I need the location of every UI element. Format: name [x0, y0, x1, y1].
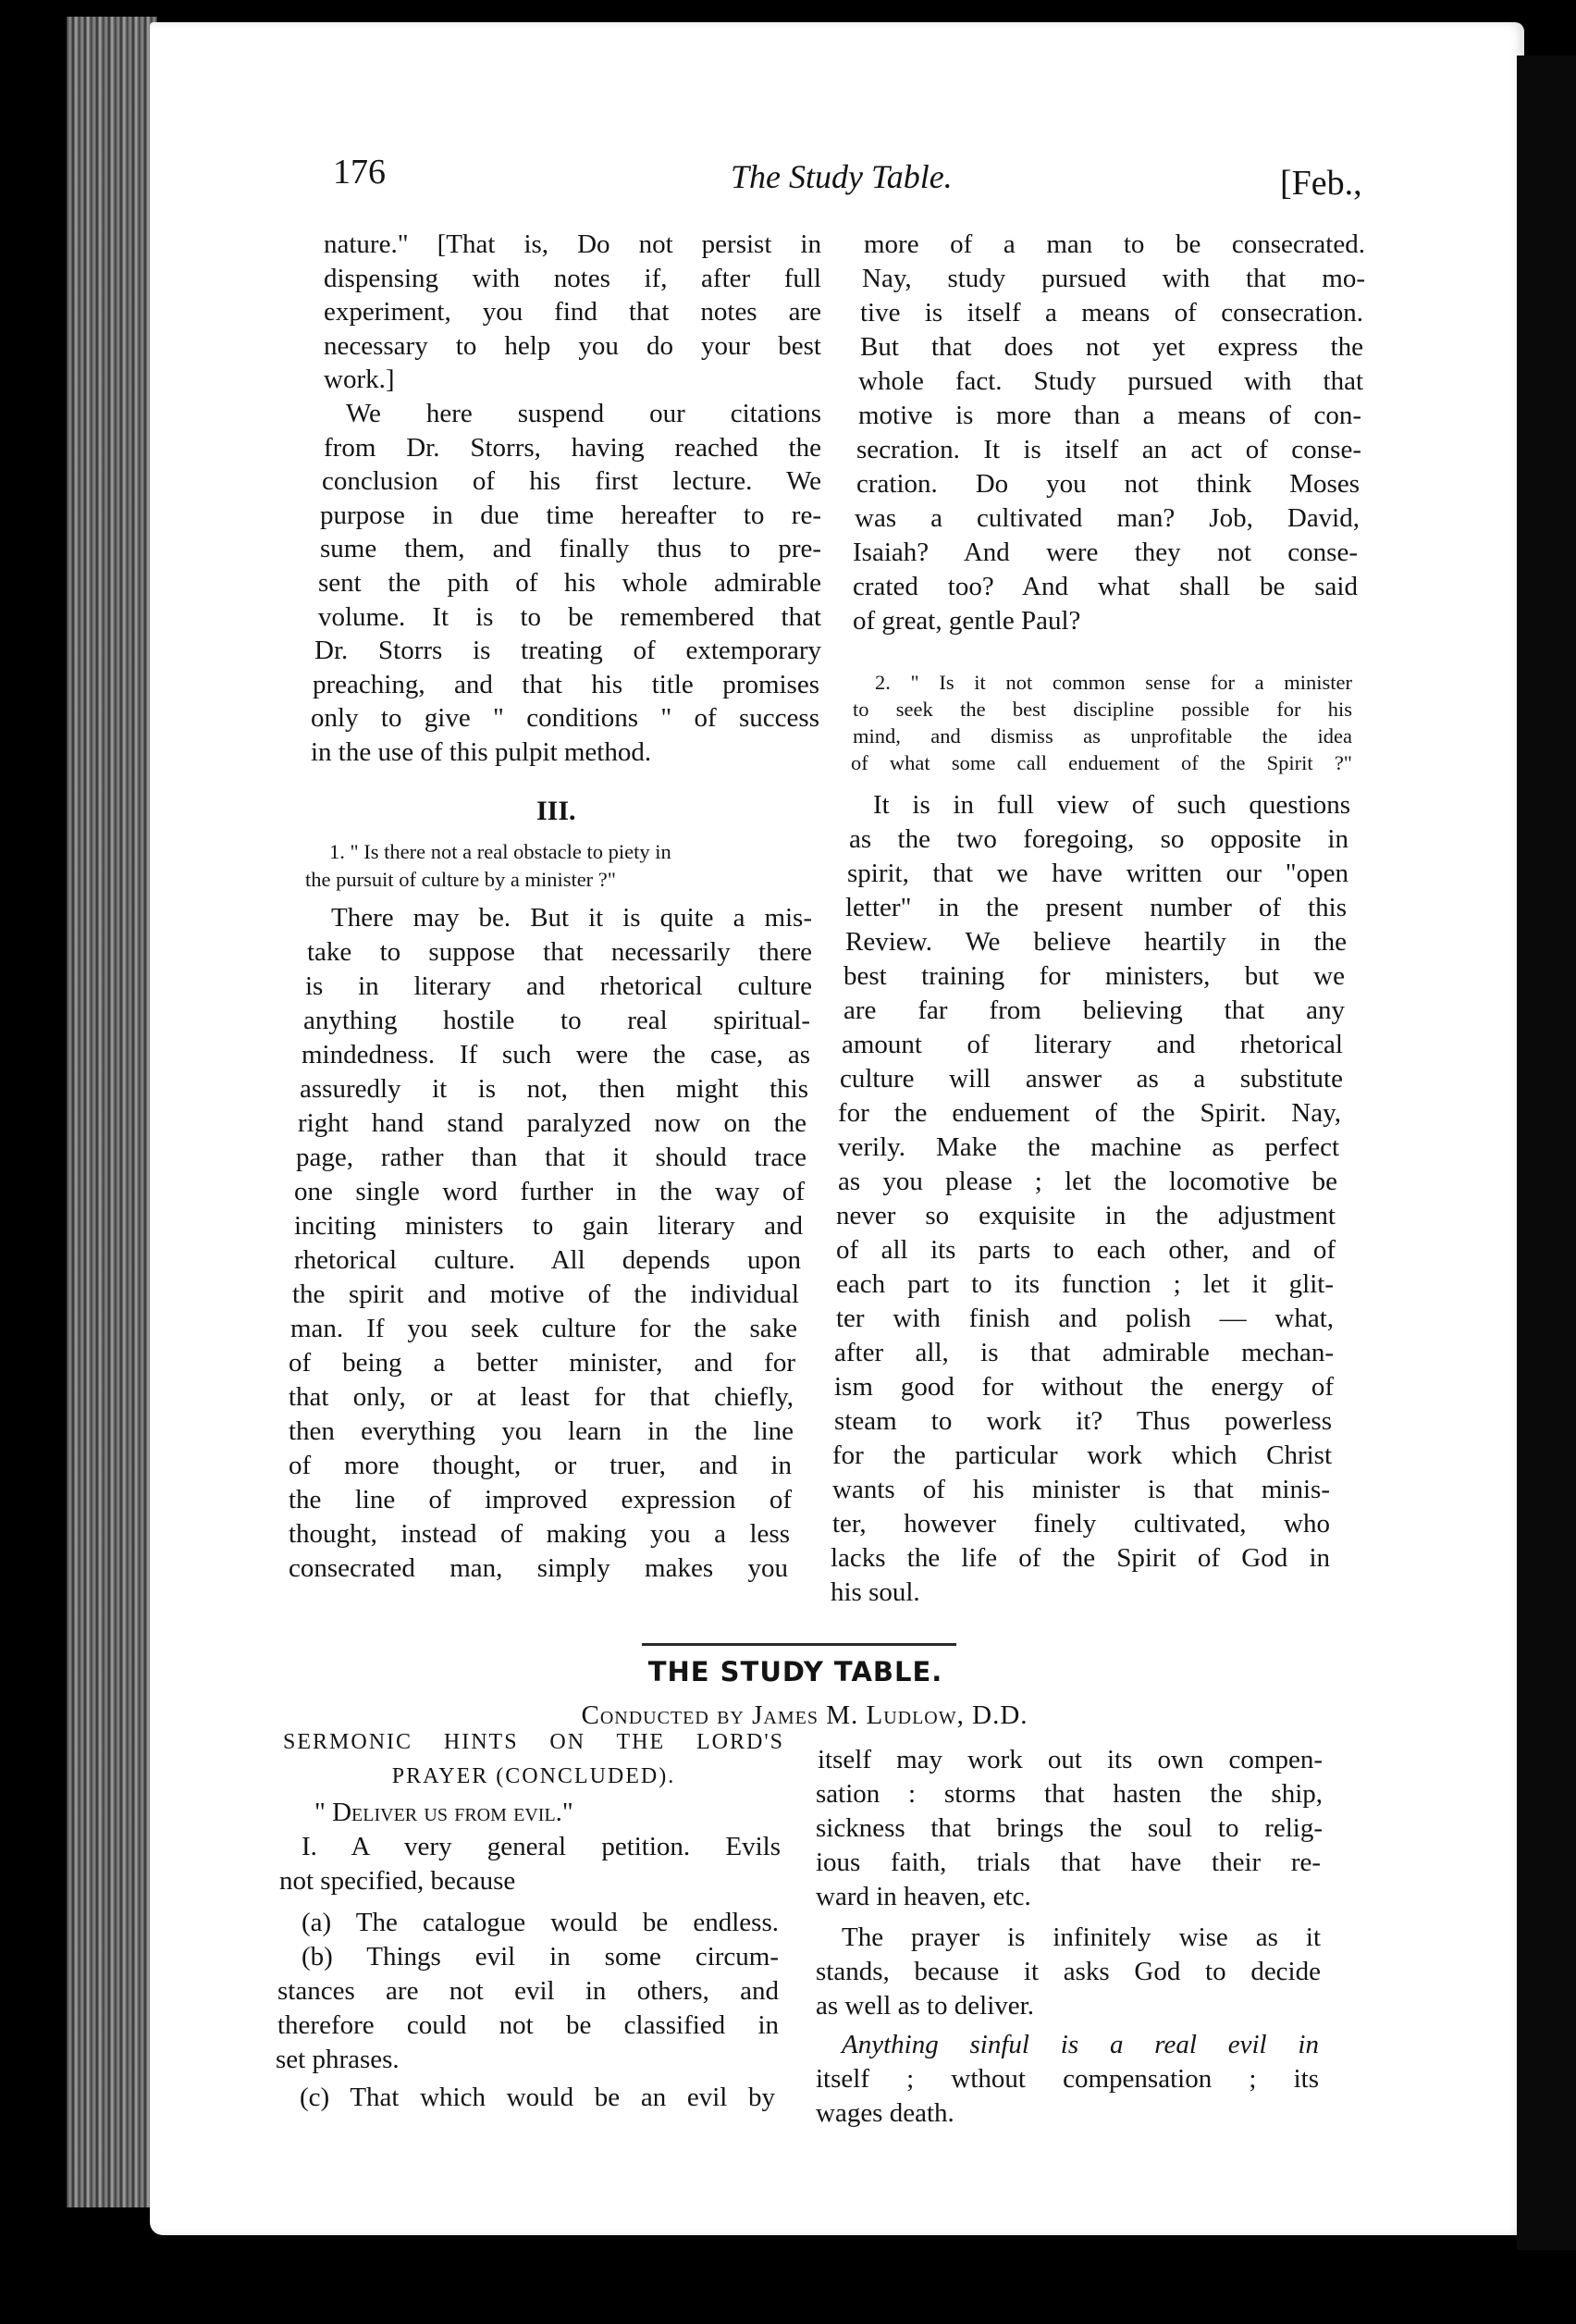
text-line: necessary to help you do your best — [324, 330, 821, 361]
text-line: amount of literary and rhetorical — [842, 1030, 1343, 1059]
text-line: stands, because it asks God to decide — [816, 1957, 1321, 1986]
text-line: Dr. Storrs is treating of extemporary — [314, 636, 821, 666]
text-line: culture will answer as a substitute — [840, 1064, 1343, 1094]
text-line: assuredly it is not, then might this — [300, 1074, 808, 1104]
text-line: therefore could not be classified in — [277, 2010, 779, 2040]
text-line: man. If you seek culture for the sake — [290, 1314, 797, 1343]
text-line: conclusion of his first lecture. We — [322, 466, 821, 497]
text-line: of being a better minister, and for — [289, 1348, 795, 1378]
text-line: one single word further in the way of — [294, 1177, 805, 1206]
section-numeral: III. — [536, 796, 576, 826]
text-line: Anything sinful is a real evil in — [842, 2030, 1319, 2059]
text-line: consecrated man, simply makes you — [289, 1553, 788, 1583]
text-line: wants of his minister is that minis- — [832, 1475, 1330, 1504]
text-line: (a) The catalogue would be endless. — [302, 1908, 779, 1937]
text-line: more of a man to be consecrated. — [864, 229, 1365, 259]
text-line: as you please ; let the locomotive be — [838, 1167, 1337, 1196]
text-line: sent the pith of his whole admirable — [318, 568, 821, 598]
question-line: to seek the best discipline possible for his — [853, 698, 1352, 721]
text-line: Isaiah? And were they not conse- — [853, 538, 1358, 567]
text-line: ter with finish and polish — what, — [836, 1304, 1334, 1333]
text-line: from Dr. Storrs, having reached the — [324, 432, 821, 463]
question-line: mind, and dismiss as unprofitable the idea — [853, 724, 1352, 748]
question-line: 2. " Is it not common sense for a minister — [875, 671, 1352, 694]
text-line: SERMONIC HINTS ON THE LORD'S — [283, 1730, 784, 1754]
text-line: for the enduement of the Spirit. Nay, — [838, 1098, 1341, 1128]
text-line: itself ; wthout compensation ; its — [816, 2064, 1319, 2094]
question-line: of what some call enduement of the Spirit ?" — [851, 751, 1352, 774]
text-line: thought, instead of making you a less — [289, 1519, 790, 1549]
text-line: " Deliver us from evil." — [314, 1798, 573, 1827]
text-line: ward in heaven, etc. — [816, 1882, 1031, 1911]
text-line: preaching, and that his title promises — [313, 669, 819, 699]
question-line: 1. " Is there not a real obstacle to piety in — [329, 840, 671, 863]
text-line: mindedness. If such were the case, as — [302, 1040, 810, 1069]
text-line: his soul. — [831, 1577, 920, 1607]
text-line: The prayer is infinitely wise as it — [842, 1922, 1321, 1952]
text-line: ious faith, trials that have their re- — [816, 1848, 1321, 1877]
text-line: of all its parts to each other, and of — [836, 1235, 1336, 1265]
text-line: set phrases. — [276, 2045, 400, 2074]
text-line: dispensing with notes if, after full — [324, 263, 821, 293]
text-line: purpose in due time hereafter to re- — [320, 500, 821, 530]
text-line: in the use of this pulpit method. — [311, 737, 652, 767]
text-line: work.] — [324, 365, 395, 395]
book-spine-edge — [67, 17, 157, 2207]
text-line: ism good for without the energy of — [834, 1372, 1334, 1402]
text-line: for the particular work which Christ — [832, 1440, 1332, 1470]
text-line: are far from believing that any — [843, 995, 1345, 1025]
text-line: PRAYER (CONCLUDED). — [391, 1764, 676, 1788]
running-title: The Study Table. — [731, 158, 953, 195]
text-line: volume. It is to be remembered that — [318, 601, 821, 632]
text-line: sation : storms that hasten the ship, — [816, 1779, 1323, 1809]
text-line: of more thought, or truer, and in — [289, 1451, 792, 1480]
text-line: the line of improved expression of — [289, 1485, 792, 1514]
text-line: as the two foregoing, so opposite in — [849, 824, 1348, 854]
study-table-heading: THE STUDY TABLE. — [647, 1656, 943, 1687]
text-line: There may be. But it is quite a mis- — [331, 903, 812, 933]
text-line: sickness that brings the soul to relig- — [816, 1813, 1323, 1843]
text-line: nature." [That is, Do not persist in — [324, 229, 821, 259]
text-line: rhetorical culture. All depends upon — [294, 1245, 801, 1275]
text-line: that only, or at least for that chiefly, — [289, 1382, 794, 1412]
section-divider — [642, 1643, 956, 1646]
text-line: stances are not evil in others, and — [277, 1976, 779, 2006]
text-line: Review. We believe heartily in the — [845, 927, 1347, 957]
text-line: the spirit and motive of the individual — [292, 1279, 799, 1309]
text-line: spirit, that we have written our "open — [847, 859, 1348, 888]
text-line: cration. Do you not think Moses — [856, 469, 1360, 499]
text-line: letter" in the present number of this — [845, 893, 1347, 922]
text-line: secration. It is itself an act of conse- — [856, 435, 1361, 464]
text-line: then everything you learn in the line — [289, 1416, 794, 1446]
text-line: itself may work out its own compen- — [818, 1745, 1323, 1774]
text-line: (b) Things evil in some circum- — [302, 1942, 779, 1972]
text-line: was a cultivated man? Job, David, — [855, 503, 1360, 533]
text-line: right hand stand paralyzed now on the — [298, 1108, 806, 1138]
text-line: whole fact. Study pursued with that — [858, 366, 1363, 396]
text-line: tive is itself a means of consecration. — [860, 298, 1363, 328]
conducted-by-line: Conducted by James M. Ludlow, D.D. — [581, 1700, 1028, 1730]
text-line: motive is more than a means of con- — [858, 401, 1361, 430]
text-line: It is in full view of such questions — [873, 790, 1350, 820]
text-line: steam to work it? Thus powerless — [834, 1406, 1332, 1436]
text-line: But that does not yet express the — [860, 332, 1363, 362]
text-line: experiment, you find that notes are — [324, 297, 821, 328]
text-line: never so exquisite in the adjustment — [836, 1201, 1336, 1230]
text-line: take to suppose that necessarily there — [307, 937, 812, 967]
text-line: only to give " conditions " of success — [311, 703, 819, 734]
text-line: not specified, because — [279, 1866, 516, 1896]
running-month: [Feb., — [1280, 164, 1362, 203]
text-line: sume them, and finally thus to pre- — [320, 534, 821, 564]
text-line: ter, however finely cultivated, who — [832, 1509, 1330, 1539]
text-line: I. A very general petition. Evils — [302, 1832, 781, 1861]
text-line: best training for ministers, but we — [843, 961, 1345, 991]
text-line: We here suspend our citations — [346, 399, 821, 428]
text-line: page, rather than that it should trace — [296, 1143, 806, 1172]
text-line: Nay, study pursued with that mo- — [862, 264, 1365, 293]
question-line: the pursuit of culture by a minister ?" — [305, 868, 616, 891]
text-line: crated too? And what shall be said — [853, 572, 1358, 601]
scan-border-right — [1517, 56, 1576, 2250]
text-line: is in literary and rhetorical culture — [305, 971, 812, 1001]
text-line: lacks the life of the Spirit of God in — [831, 1543, 1330, 1573]
text-line: as well as to deliver. — [816, 1991, 1034, 2021]
text-line: inciting ministers to gain literary and — [294, 1211, 803, 1241]
text-line: after all, is that admirable mechan- — [834, 1338, 1334, 1367]
text-line: each part to its function ; let it glit- — [836, 1269, 1334, 1299]
text-line: anything hostile to real spiritual- — [303, 1006, 810, 1035]
text-line: of great, gentle Paul? — [853, 606, 1081, 636]
text-line: verily. Make the machine as perfect — [838, 1132, 1339, 1162]
text-line: (c) That which would be an evil by — [300, 2083, 775, 2112]
text-line: wages death. — [816, 2098, 954, 2128]
page-number: 176 — [333, 153, 386, 192]
